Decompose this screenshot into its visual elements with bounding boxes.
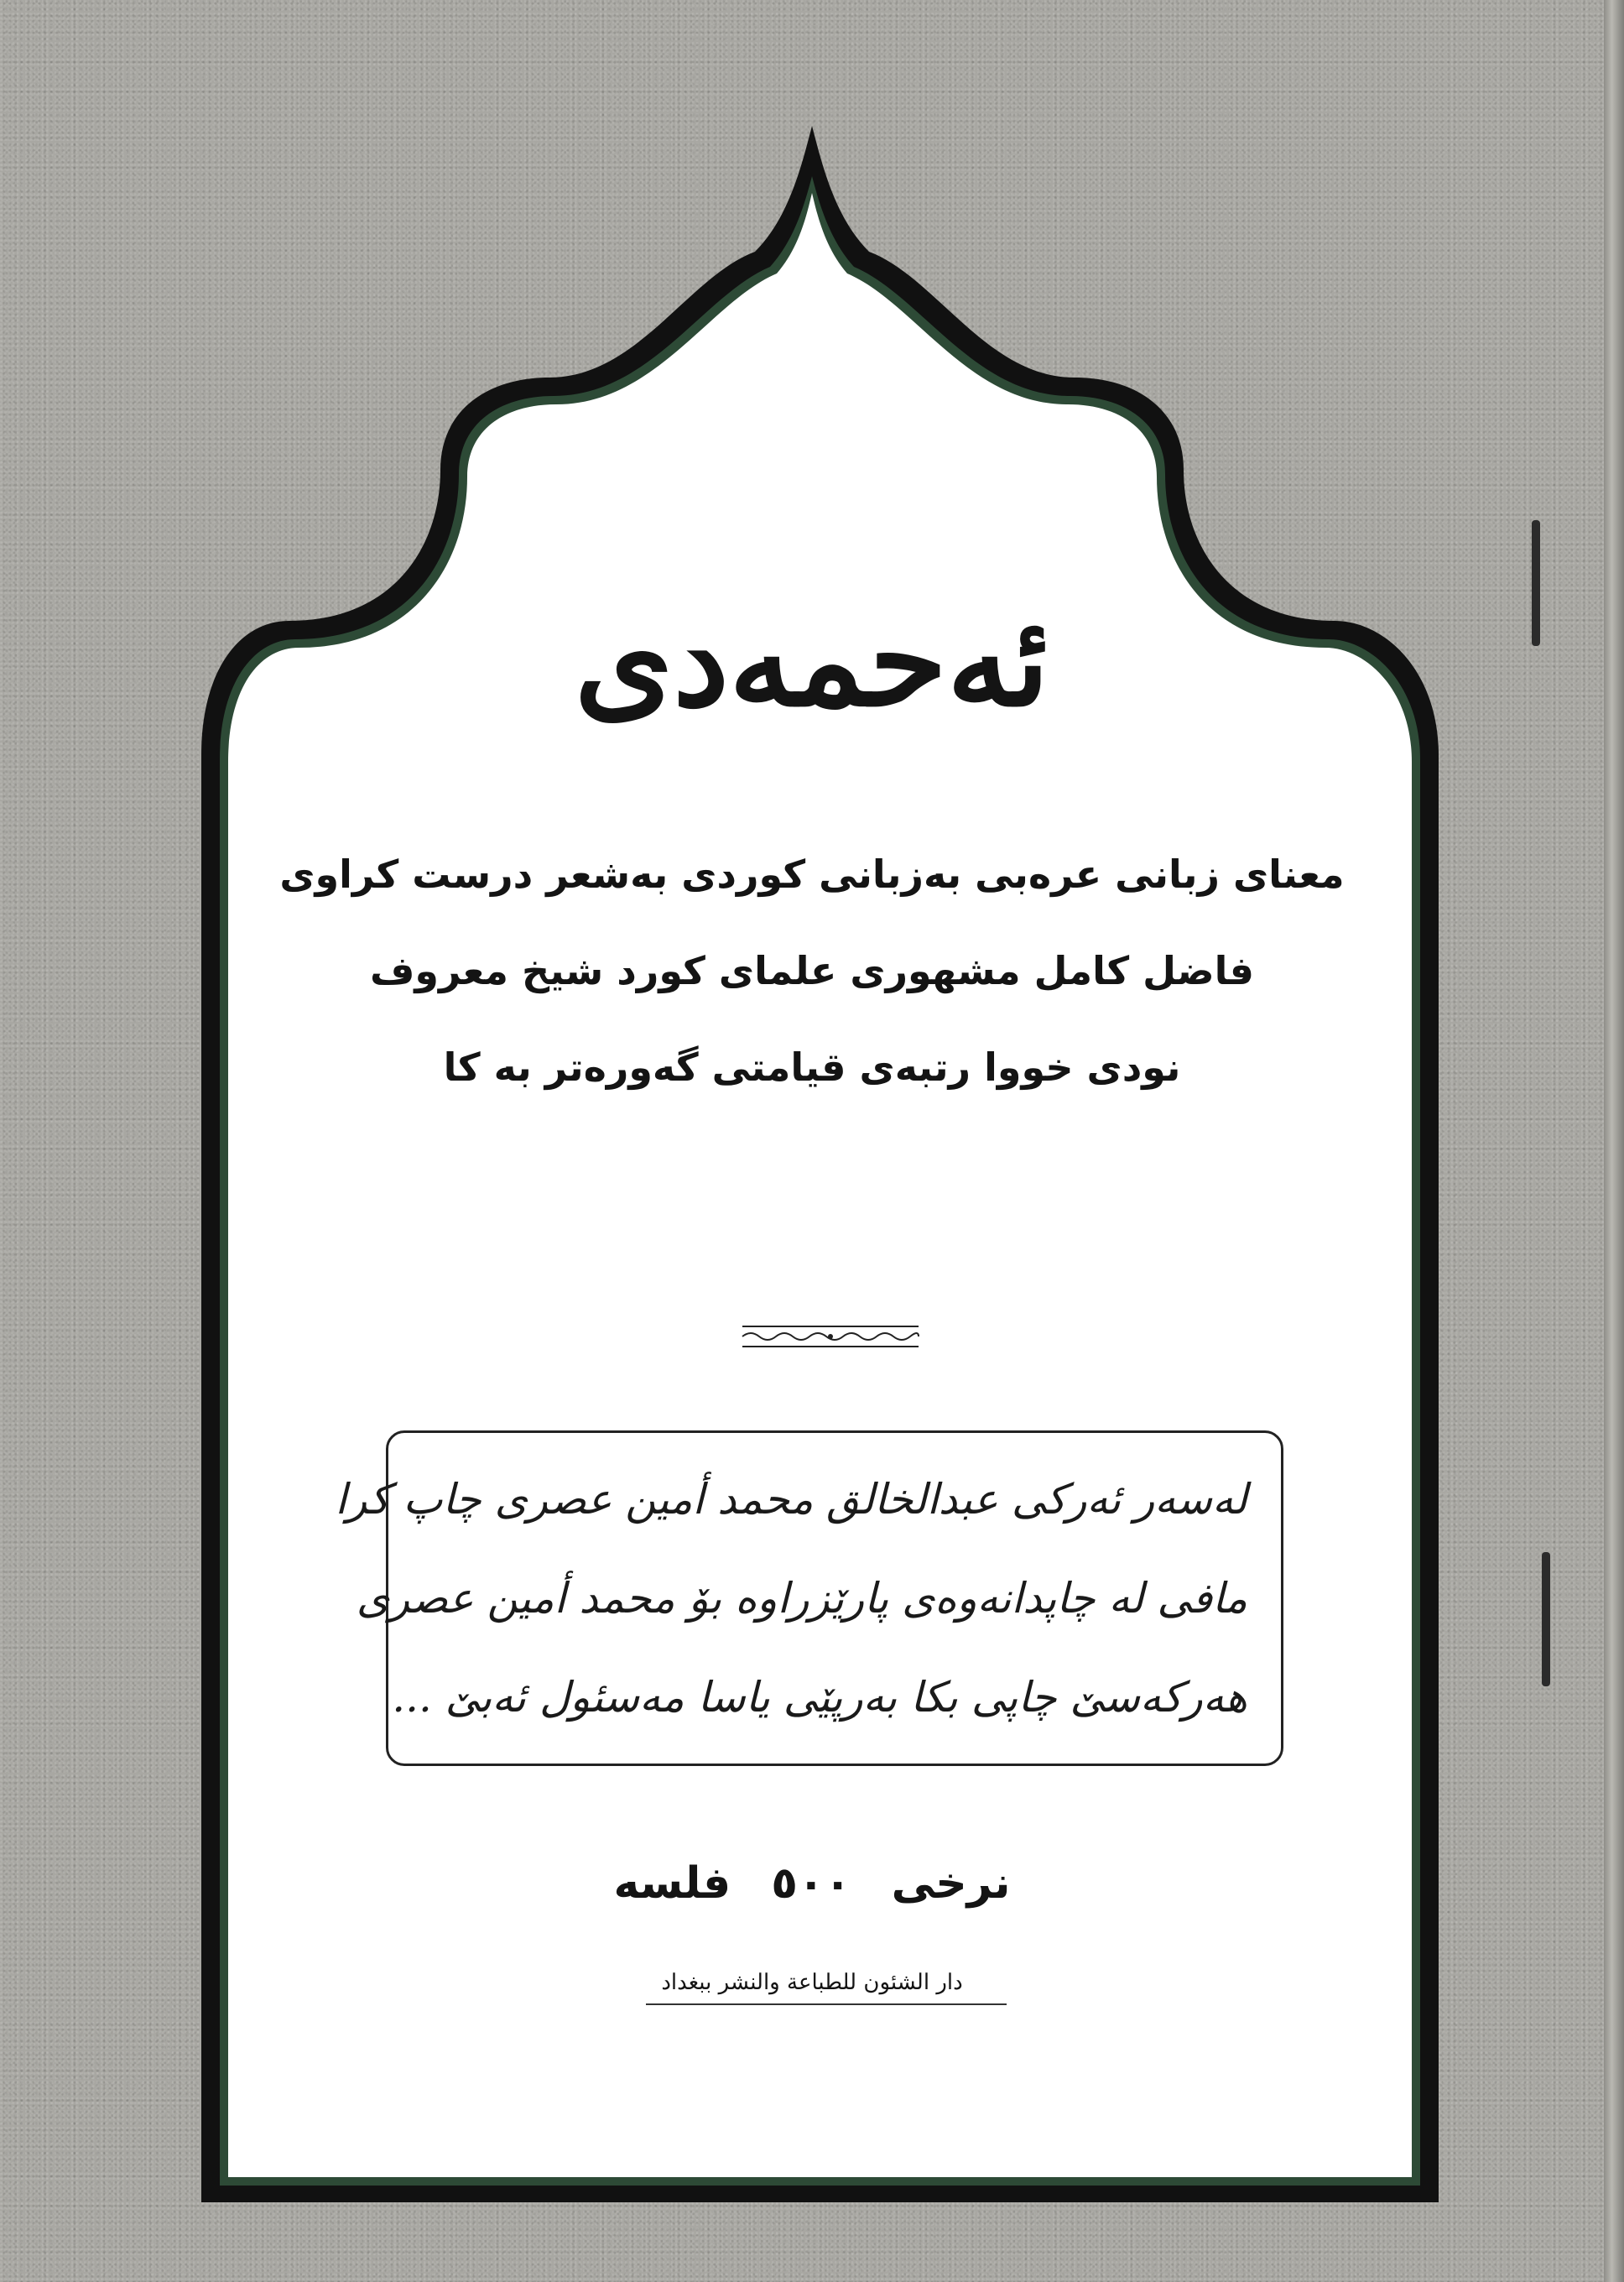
imprint-line-1: لەسەر ئەرکی عبدالخالق محمد أمین عصری چاپ کرا — [335, 1475, 1247, 1524]
subtitle-line-3: نودی خووا رتبەی قیامتی گەورەتر بە کا — [443, 1045, 1181, 1090]
publisher-underline — [646, 2003, 1007, 2005]
subtitle-line-2: فاضل کامل مشهوری علمای کورد شیخ معروف — [369, 948, 1255, 993]
imprint-line-2: مافی لە چاپدانەوەی پارێزراوە بۆ محمد أمین عصری — [356, 1574, 1247, 1623]
imprint-box — [335, 1430, 1283, 1766]
book-title: ئەحمەدی — [574, 587, 1050, 735]
publisher-name: دار الشئون للطباعة والنشر ببغداد — [661, 1970, 963, 1995]
price-label: نرخی ٥٠٠ فلسە — [613, 1858, 1011, 1909]
subtitle-line-1: معنای زبانی عرەبی بەزبانی کوردی بەشعر درست کراوی — [279, 852, 1345, 897]
ornament-divider — [738, 1320, 923, 1353]
imprint-line-3: هەرکەسێ چاپی بکا بەرپێی یاسا مەسئول ئەبێ ... — [392, 1673, 1247, 1722]
